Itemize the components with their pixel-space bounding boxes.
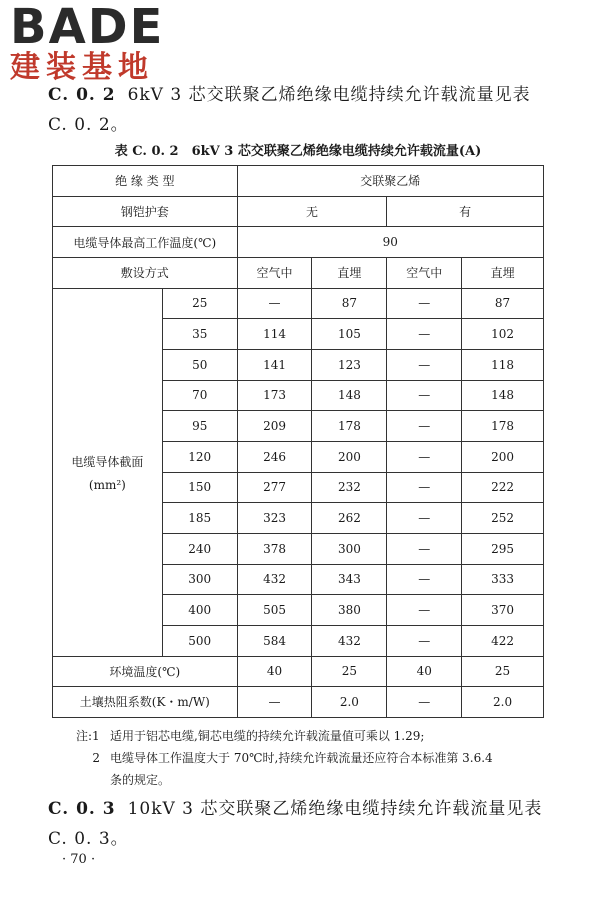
value-cell: — [387,564,462,595]
section-c03-number: C. 0. 3 [48,799,116,819]
value-cell: 295 [462,533,544,564]
value-cell: 173 [237,380,312,411]
table-notes [76,725,566,791]
site-logo [10,2,185,84]
section-c02-text: 6kV 3 芯交联聚乙烯绝缘电缆持续允许载流量见表 C. 0. 2。 [48,85,531,135]
value-cell: 200 [462,441,544,472]
table-row [53,166,544,197]
value-cell: — [387,687,462,718]
section-label-cell [53,288,163,656]
value-cell: 40 [387,656,462,687]
value-cell: — [237,687,312,718]
value-cell: 25 [462,656,544,687]
value-cell: 584 [237,625,312,656]
size-cell: 500 [162,625,237,656]
value-cell: 300 [312,533,387,564]
value-cell: 87 [462,288,544,319]
note-2-label: 2 [92,751,100,765]
value-cell: 262 [312,503,387,534]
value-cell: 105 [312,319,387,350]
value-cell: 40 [237,656,312,687]
size-cell: 95 [162,411,237,442]
value-cell: — [387,503,462,534]
value-cell: 200 [312,441,387,472]
value-cell: — [387,380,462,411]
size-cell: 50 [162,349,237,380]
temp-label: 电缆导体最高工作温度(℃) [53,227,238,258]
page-number: · 70 · [62,852,96,867]
insulation-label: 绝 缘 类 型 [53,166,238,197]
section-unit: (mm²) [88,477,126,492]
logo-wordmark: BADE [10,0,165,55]
value-cell: 432 [237,564,312,595]
table-row [53,227,544,258]
laying-mode: 直埋 [462,257,544,288]
value-cell: — [387,349,462,380]
value-cell: — [387,441,462,472]
section-c02-paragraph [48,80,548,140]
value-cell: 141 [237,349,312,380]
value-cell: 277 [237,472,312,503]
size-cell: 240 [162,533,237,564]
value-cell: 2.0 [462,687,544,718]
size-cell: 185 [162,503,237,534]
value-cell: — [387,288,462,319]
ambient-label: 环境温度(℃) [53,656,238,687]
note-2 [76,747,566,769]
value-cell: 432 [312,625,387,656]
laying-mode: 空气中 [237,257,312,288]
armor-label: 钢铠护套 [53,196,238,227]
value-cell: 178 [462,411,544,442]
size-cell: 120 [162,441,237,472]
value-cell: — [387,625,462,656]
value-cell: 246 [237,441,312,472]
value-cell: 343 [312,564,387,595]
insulation-value: 交联聚乙烯 [237,166,543,197]
size-cell: 35 [162,319,237,350]
value-cell: 102 [462,319,544,350]
value-cell: 148 [312,380,387,411]
value-cell: — [237,288,312,319]
table-row [53,196,544,227]
value-cell: 222 [462,472,544,503]
value-cell: 252 [462,503,544,534]
laying-label: 敷设方式 [53,257,238,288]
section-label: 电缆导体截面 [71,454,144,469]
value-cell: 118 [462,349,544,380]
value-cell: 123 [312,349,387,380]
section-c03-text: 10kV 3 芯交联聚乙烯绝缘电缆持续允许载流量见表 C. 0. 3。 [48,799,543,849]
value-cell: 378 [237,533,312,564]
armor-yes: 有 [387,196,544,227]
logo-subtitle: 建装基地 [10,50,154,85]
size-cell: 25 [162,288,237,319]
table-row [53,687,544,718]
note-1-label: 注:1 [76,729,100,743]
value-cell: — [387,319,462,350]
value-cell: — [387,411,462,442]
armor-no: 无 [237,196,387,227]
table-caption: 表 C. 0. 2 6kV 3 芯交联聚乙烯绝缘电缆持续允许载流量(A) [114,144,482,159]
value-cell: 422 [462,625,544,656]
value-cell: 232 [312,472,387,503]
size-cell: 300 [162,564,237,595]
note-1 [76,725,566,747]
table-row [53,288,544,319]
size-cell: 400 [162,595,237,626]
value-cell: 25 [312,656,387,687]
temp-value: 90 [237,227,543,258]
value-cell: 2.0 [312,687,387,718]
value-cell: 209 [237,411,312,442]
section-c02-number: C. 0. 2 [48,85,116,105]
value-cell: 114 [237,319,312,350]
note-2-continuation: 条的规定。 [110,773,171,787]
section-c03-paragraph [48,794,548,854]
value-cell: 505 [237,595,312,626]
ampacity-table [52,165,544,718]
value-cell: 87 [312,288,387,319]
value-cell: — [387,472,462,503]
value-cell: 333 [462,564,544,595]
value-cell: 323 [237,503,312,534]
note-2-text: 电缆导体工作温度大于 70℃时,持续允许载流量还应符合本标准第 3.6.4 [110,751,493,765]
value-cell: — [387,595,462,626]
table-row [53,656,544,687]
table-row [53,257,544,288]
value-cell: — [387,533,462,564]
soil-label: 土壤热阻系数(K・m/W) [53,687,238,718]
size-cell: 70 [162,380,237,411]
note-1-text: 适用于铝芯电缆,铜芯电缆的持续允许载流量值可乘以 1.29; [110,729,425,743]
value-cell: 380 [312,595,387,626]
size-cell: 150 [162,472,237,503]
laying-mode: 空气中 [387,257,462,288]
value-cell: 370 [462,595,544,626]
value-cell: 178 [312,411,387,442]
laying-mode: 直埋 [312,257,387,288]
value-cell: 148 [462,380,544,411]
